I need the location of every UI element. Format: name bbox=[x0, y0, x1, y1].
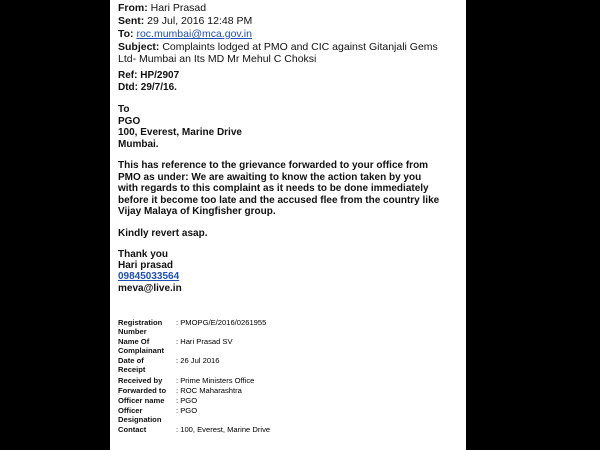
forwarded-to-label: Forwarded to bbox=[118, 386, 167, 395]
forwarded-to-value: : ROC Maharashtra bbox=[176, 386, 242, 395]
complainant-value: : Hari Prasad SV bbox=[176, 337, 233, 346]
thanks: Thank you bbox=[118, 249, 169, 260]
reg-number-label: Registration bbox=[118, 318, 163, 327]
document-page bbox=[110, 0, 466, 450]
address: 100, Everest, Marine Drive bbox=[118, 127, 242, 138]
addressee: PGO bbox=[118, 116, 141, 127]
officer-name-value: : PGO bbox=[176, 396, 198, 405]
subject-line-2: Ltd- Mumbai an Its MD Mr Mehul C Choksi bbox=[118, 53, 317, 65]
designation-label: Officer bbox=[118, 406, 143, 415]
revert-request: Kindly revert asap. bbox=[118, 228, 208, 239]
designation-value: : PGO bbox=[176, 406, 198, 415]
phone-link[interactable]: 09845033564 bbox=[118, 271, 180, 282]
sent-line: Sent: 29 Jul, 2016 12:48 PM bbox=[118, 15, 253, 27]
ref: Ref: HP/2907 bbox=[118, 70, 180, 81]
officer-name-label: Officer name bbox=[118, 396, 165, 405]
paragraph-line: with regards to this complaint as it needs to be done immediately bbox=[118, 183, 429, 194]
receipt-date-value: : 26 Jul 2016 bbox=[176, 356, 220, 365]
from-line: From: Hari Prasad bbox=[118, 2, 207, 14]
to-label: To bbox=[118, 104, 130, 115]
city: Mumbai. bbox=[118, 139, 159, 150]
complainant-label: Name Of bbox=[118, 337, 150, 346]
to-email-link[interactable]: roc.mumbai@mca.gov.in bbox=[136, 28, 252, 40]
paragraph-line: This has reference to the grievance forwarded to your office from bbox=[118, 160, 429, 171]
signer-email: meva@live.in bbox=[118, 283, 182, 294]
dated: Dtd: 29/7/16. bbox=[118, 82, 177, 93]
contact-value: : 100, Everest, Marine Drive bbox=[176, 425, 271, 434]
paragraph-line: Vijay Malaya of Kingfisher group. bbox=[118, 206, 276, 217]
contact-label: Contact bbox=[118, 425, 147, 434]
paragraph-line: PMO as under: We are awaiting to know the action taken by you bbox=[118, 172, 422, 183]
reg-number-value: : PMOPG/E/2016/0261955 bbox=[176, 318, 267, 327]
received-by-label: Received by bbox=[118, 376, 163, 385]
received-by-value: : Prime Ministers Office bbox=[176, 376, 255, 385]
to-line: To: roc.mumbai@mca.gov.in bbox=[118, 28, 252, 40]
paragraph-line: before it become too late and the accused flee from the country like bbox=[118, 195, 440, 206]
reg-number-label-2: Number bbox=[118, 327, 147, 336]
complainant-label-2: Complainant bbox=[118, 346, 164, 355]
subject-line: Subject: Complaints lodged at PMO and CIC against Gitanjali Gems bbox=[118, 41, 438, 53]
designation-label-2: Designation bbox=[118, 415, 162, 424]
signer-name: Hari prasad bbox=[118, 260, 174, 271]
receipt-date-label: Date of bbox=[118, 356, 144, 365]
receipt-date-label-2: Receipt bbox=[118, 365, 146, 374]
